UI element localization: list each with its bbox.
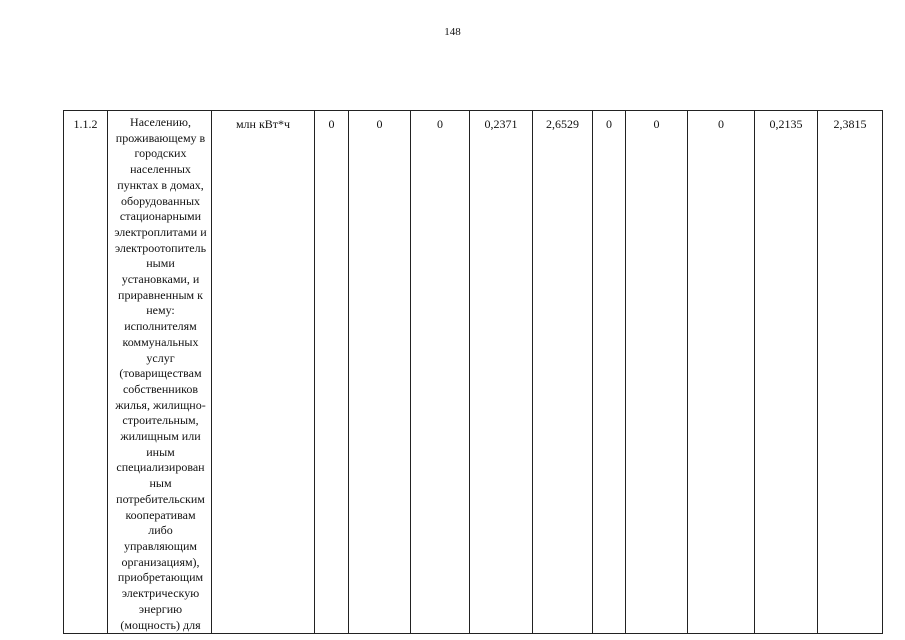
value-cell (688, 111, 755, 634)
value: 2,6529 (546, 117, 579, 131)
value-cell (411, 111, 470, 634)
row-description-cell (108, 111, 212, 634)
row-code-cell (64, 111, 108, 634)
row-unit: млн кВт*ч (235, 117, 291, 131)
value-cell (349, 111, 411, 634)
value-cell (593, 111, 626, 634)
value-cell (470, 111, 533, 634)
page-number: 148 (444, 26, 461, 38)
value: 0 (718, 117, 724, 131)
value-cell (533, 111, 593, 634)
value-cell (315, 111, 349, 634)
table-row (64, 111, 883, 634)
value: 0 (437, 117, 443, 131)
value: 0 (376, 117, 383, 131)
row-description: Населению, проживающему в городских населенных пунктах в домах, оборудованных стационарными электроплитами и электроотопитель ными установками, и приравненным к нему: исполнителям коммунальных услуг (товариществам собственников жилья, жилищно- строительным, жилищным или иным специализирован ным потребительским кооперативам либо управляющим организациям), приобретающим электрическую энергию (мощность) для (114, 115, 207, 632)
value: 0 (328, 117, 335, 131)
row-unit-cell (212, 111, 315, 634)
value: 0,2371 (484, 117, 518, 131)
value-cell (626, 111, 688, 634)
value-cell (755, 111, 818, 634)
value: 0 (653, 117, 660, 131)
value: 0 (606, 117, 612, 131)
value-cell (818, 111, 883, 634)
row-code: 1.1.2 (73, 117, 98, 131)
value: 0,2135 (769, 117, 803, 131)
value: 2,3815 (833, 117, 867, 131)
data-table (63, 110, 883, 634)
